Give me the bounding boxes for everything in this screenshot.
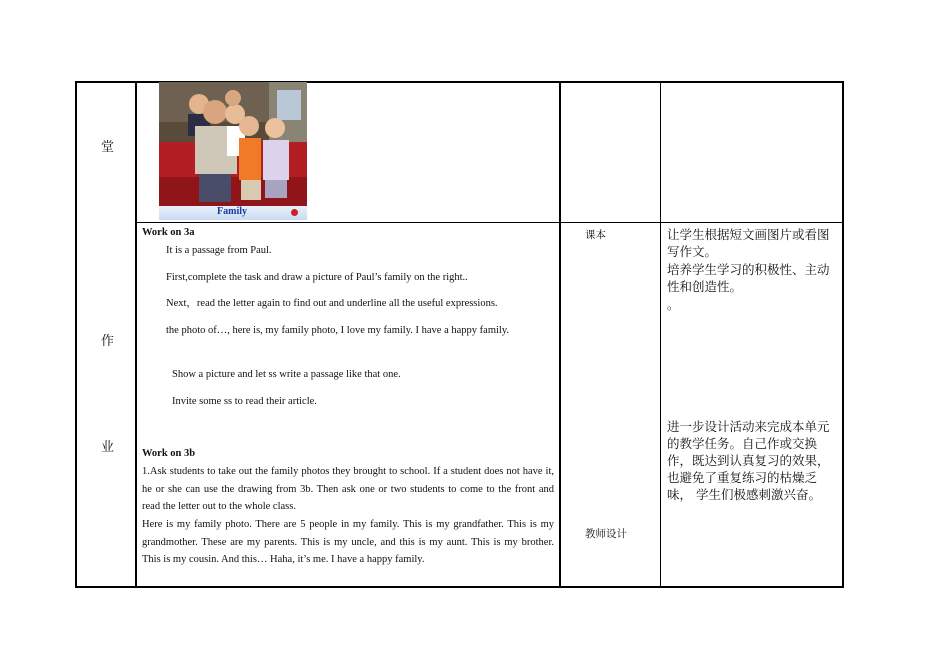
section-3a-line-4: the photo of…, here is, my family photo, I love my family. I have a happy family. (166, 325, 510, 336)
photo-caption: Family (217, 206, 247, 217)
design-intent-1: 让学生根据短文画图片或看图写作文。 (667, 227, 830, 259)
table-row-divider (135, 222, 844, 223)
table-border-bottom (75, 586, 844, 588)
section-3b-paragraph-2: Here is my family photo. There are 5 people in my family. This is my grandfather. This is my grandmother. These are my parents. This is my uncle, and this is my aunt. This is my brother. This is my cousin. And this… Haha, it’s me. I have a happy family. (142, 519, 554, 565)
table-col-divider-2 (559, 81, 561, 588)
resource-textbook: 课本 (585, 229, 606, 241)
table-col-divider-1 (135, 81, 137, 588)
section-3b-heading: Work on 3b (142, 448, 196, 459)
section-3a-line-1: It is a passage from Paul. (166, 245, 272, 256)
left-label-1: 堂 (101, 140, 115, 155)
table-col-divider-3 (660, 81, 661, 588)
table-border-right (842, 81, 844, 588)
family-photo-illustration (159, 82, 307, 220)
section-3a-heading: Work on 3a (142, 227, 195, 238)
section-3a-line-2: First,complete the task and draw a picture of Paul’s family on the right.. (166, 272, 468, 283)
table-border-left (75, 81, 77, 588)
left-label-3: 业 (101, 440, 115, 455)
design-intent-4: 进一步设计活动来完成本单元的教学任务。自己作或交换作，既达到认真复习的效果，也避免了重复练习的枯燥乏味， 学生们极感刺激兴奋。 (667, 419, 830, 502)
section-3a-line-5: Show a picture and let ss write a passage like that one. (172, 369, 401, 380)
section-3a-line-3: Next，read the letter again to find out and underline all the useful expressions. (166, 298, 498, 309)
section-3b-paragraph-1: 1.Ask students to take out the family photos they brought to school. If a student does not have it, he or she can use the drawing from 3b. Then ask one or two students to come to the front and read the letter out to the whole class. (142, 466, 554, 512)
resource-teacher-design: 教师设计 (585, 528, 627, 540)
left-label-2: 作 (101, 334, 115, 349)
publisher-logo-icon (291, 209, 298, 216)
family-photo (159, 82, 307, 220)
design-intent-3: 。 (667, 297, 680, 312)
design-intent-2: 培养学生学习的积极性、主动性和创造性。 (667, 262, 830, 294)
photo-caption-bar (159, 206, 307, 220)
section-3a-line-6: Invite some ss to read their article. (172, 396, 317, 407)
